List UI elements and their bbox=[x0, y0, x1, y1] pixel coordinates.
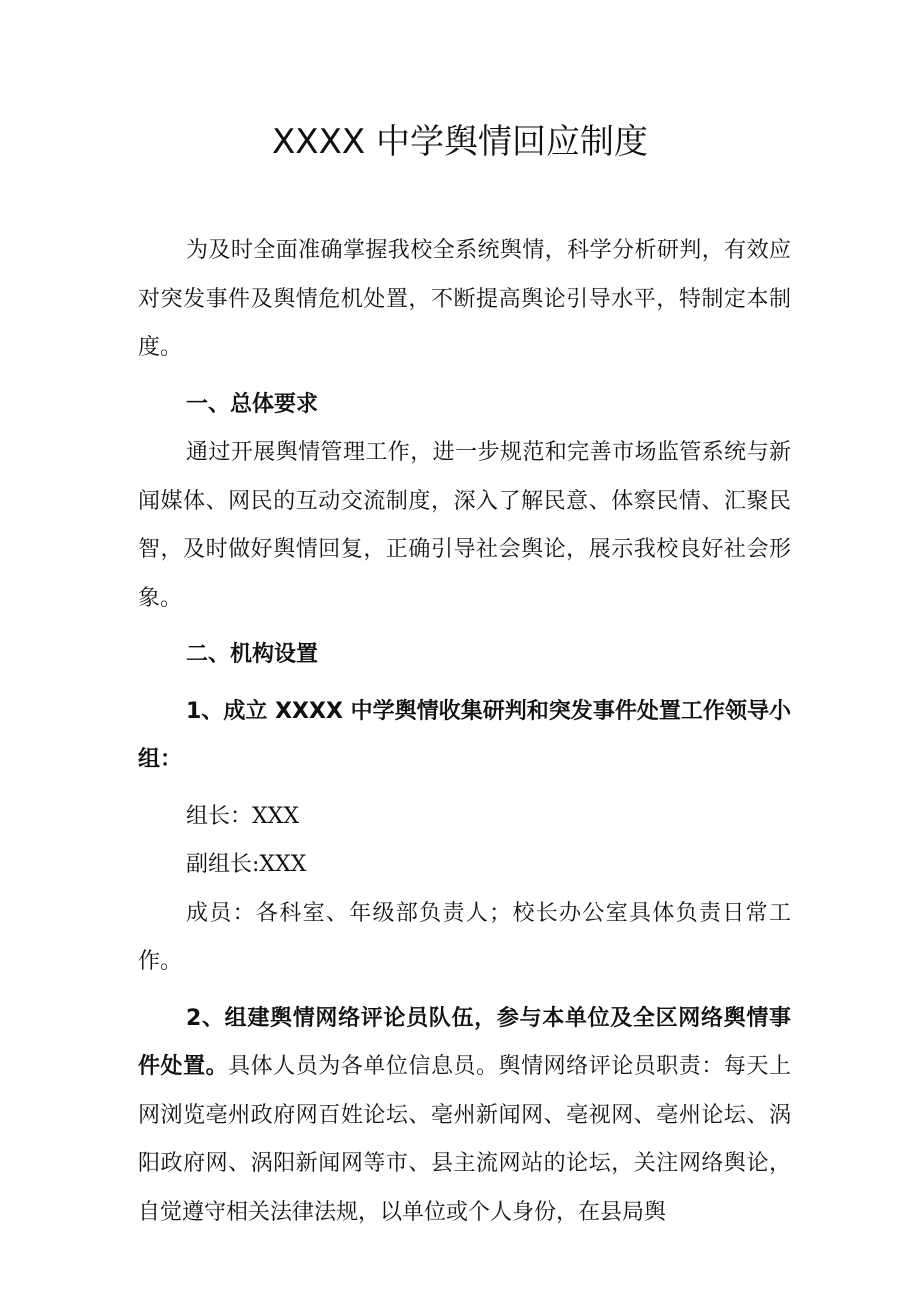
document-title: XXXX 中学舆情回应制度 bbox=[272, 122, 648, 162]
commentator-duties-text: 具体人员为各单位信息员。舆情网络评论员职责：每天上网浏览亳州政府网百姓论坛、亳州新闻网、亳视网、亳州论坛、涡阳政府网、涡阳新闻网等市、县主流网站的论坛，关注网络舆论，自觉遵守相关法律法规，以单位或个人身份，在县局舆 bbox=[138, 1054, 791, 1225]
leader-line: 组长：XXX bbox=[186, 803, 299, 829]
section-heading-general-requirements: 一、总体要求 bbox=[186, 391, 319, 417]
commentator-paragraph bbox=[138, 995, 791, 1238]
document-body bbox=[138, 227, 791, 1237]
item-heading-leading-group: 1、成立 XXXX 中学舆情收集研判和突发事件处置工作领导小组： bbox=[138, 698, 791, 772]
members-paragraph: 成员：各科室、年级部负责人；校长办公室具体负责日常工作。 bbox=[138, 900, 791, 974]
intro-paragraph: 为及时全面准确掌握我校全系统舆情，科学分析研判，有效应对突发事件及舆情危机处置，不断提高舆论引导水平，特制定本制度。 bbox=[138, 238, 791, 360]
deputy-leader-line: 副组长:XXX bbox=[186, 852, 307, 877]
general-requirements-paragraph: 通过开展舆情管理工作，进一步规范和完善市场监管系统与新闻媒体、网民的互动交流制度，深入了解民意、体察民情、汇聚民智，及时做好舆情回复，正确引导社会舆论，展示我校良好社会形象。 bbox=[138, 440, 791, 611]
section-heading-organization: 二、机构设置 bbox=[186, 642, 319, 667]
item-heading-commentator-team: 2、组建舆情网络评论员队伍，参与本单位及全区网络舆情事件处置。 bbox=[138, 1005, 791, 1079]
